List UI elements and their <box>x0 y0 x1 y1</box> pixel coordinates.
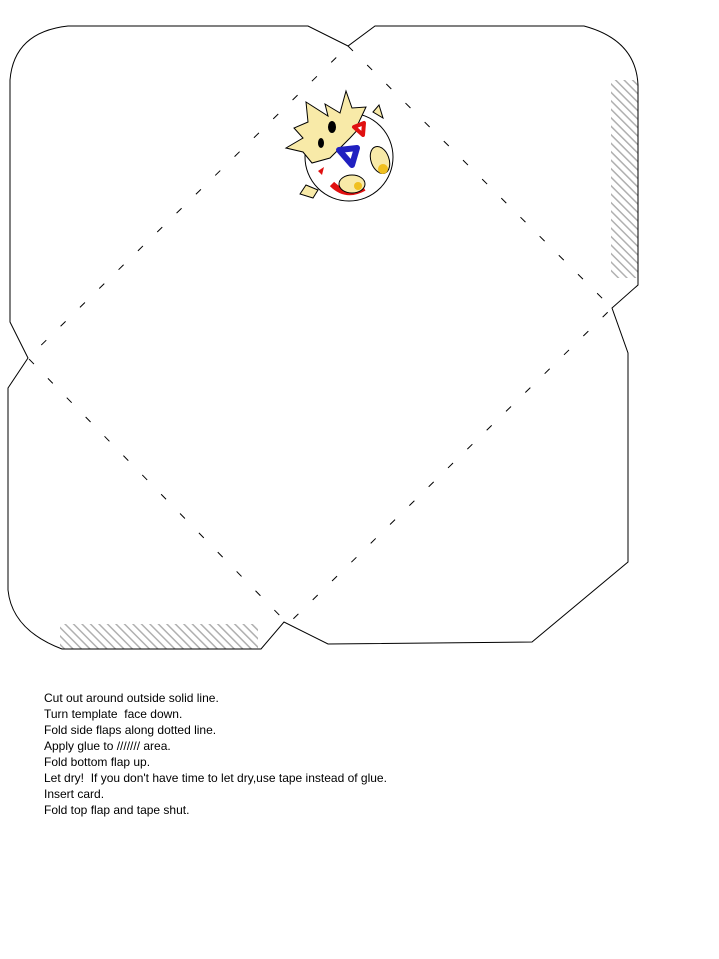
glue-area-bottom <box>60 624 258 649</box>
instruction-step: Fold top flap and tape shut. <box>44 803 190 817</box>
togepi-character-icon <box>286 91 393 201</box>
instruction-step: Insert card. <box>44 787 105 801</box>
instructions-list <box>44 690 387 818</box>
instruction-step: Cut out around outside solid line. <box>44 691 219 705</box>
instruction-step: Let dry! If you don't have time to let dry,use tape instead of glue. <box>44 771 387 785</box>
glue-area-right <box>611 80 638 278</box>
instruction-step: Apply glue to /////// area. <box>44 739 171 753</box>
instruction-step: Fold bottom flap up. <box>44 755 151 769</box>
instruction-step: Fold side flaps along dotted line. <box>44 723 217 737</box>
instruction-step: Turn template face down. <box>44 707 183 721</box>
